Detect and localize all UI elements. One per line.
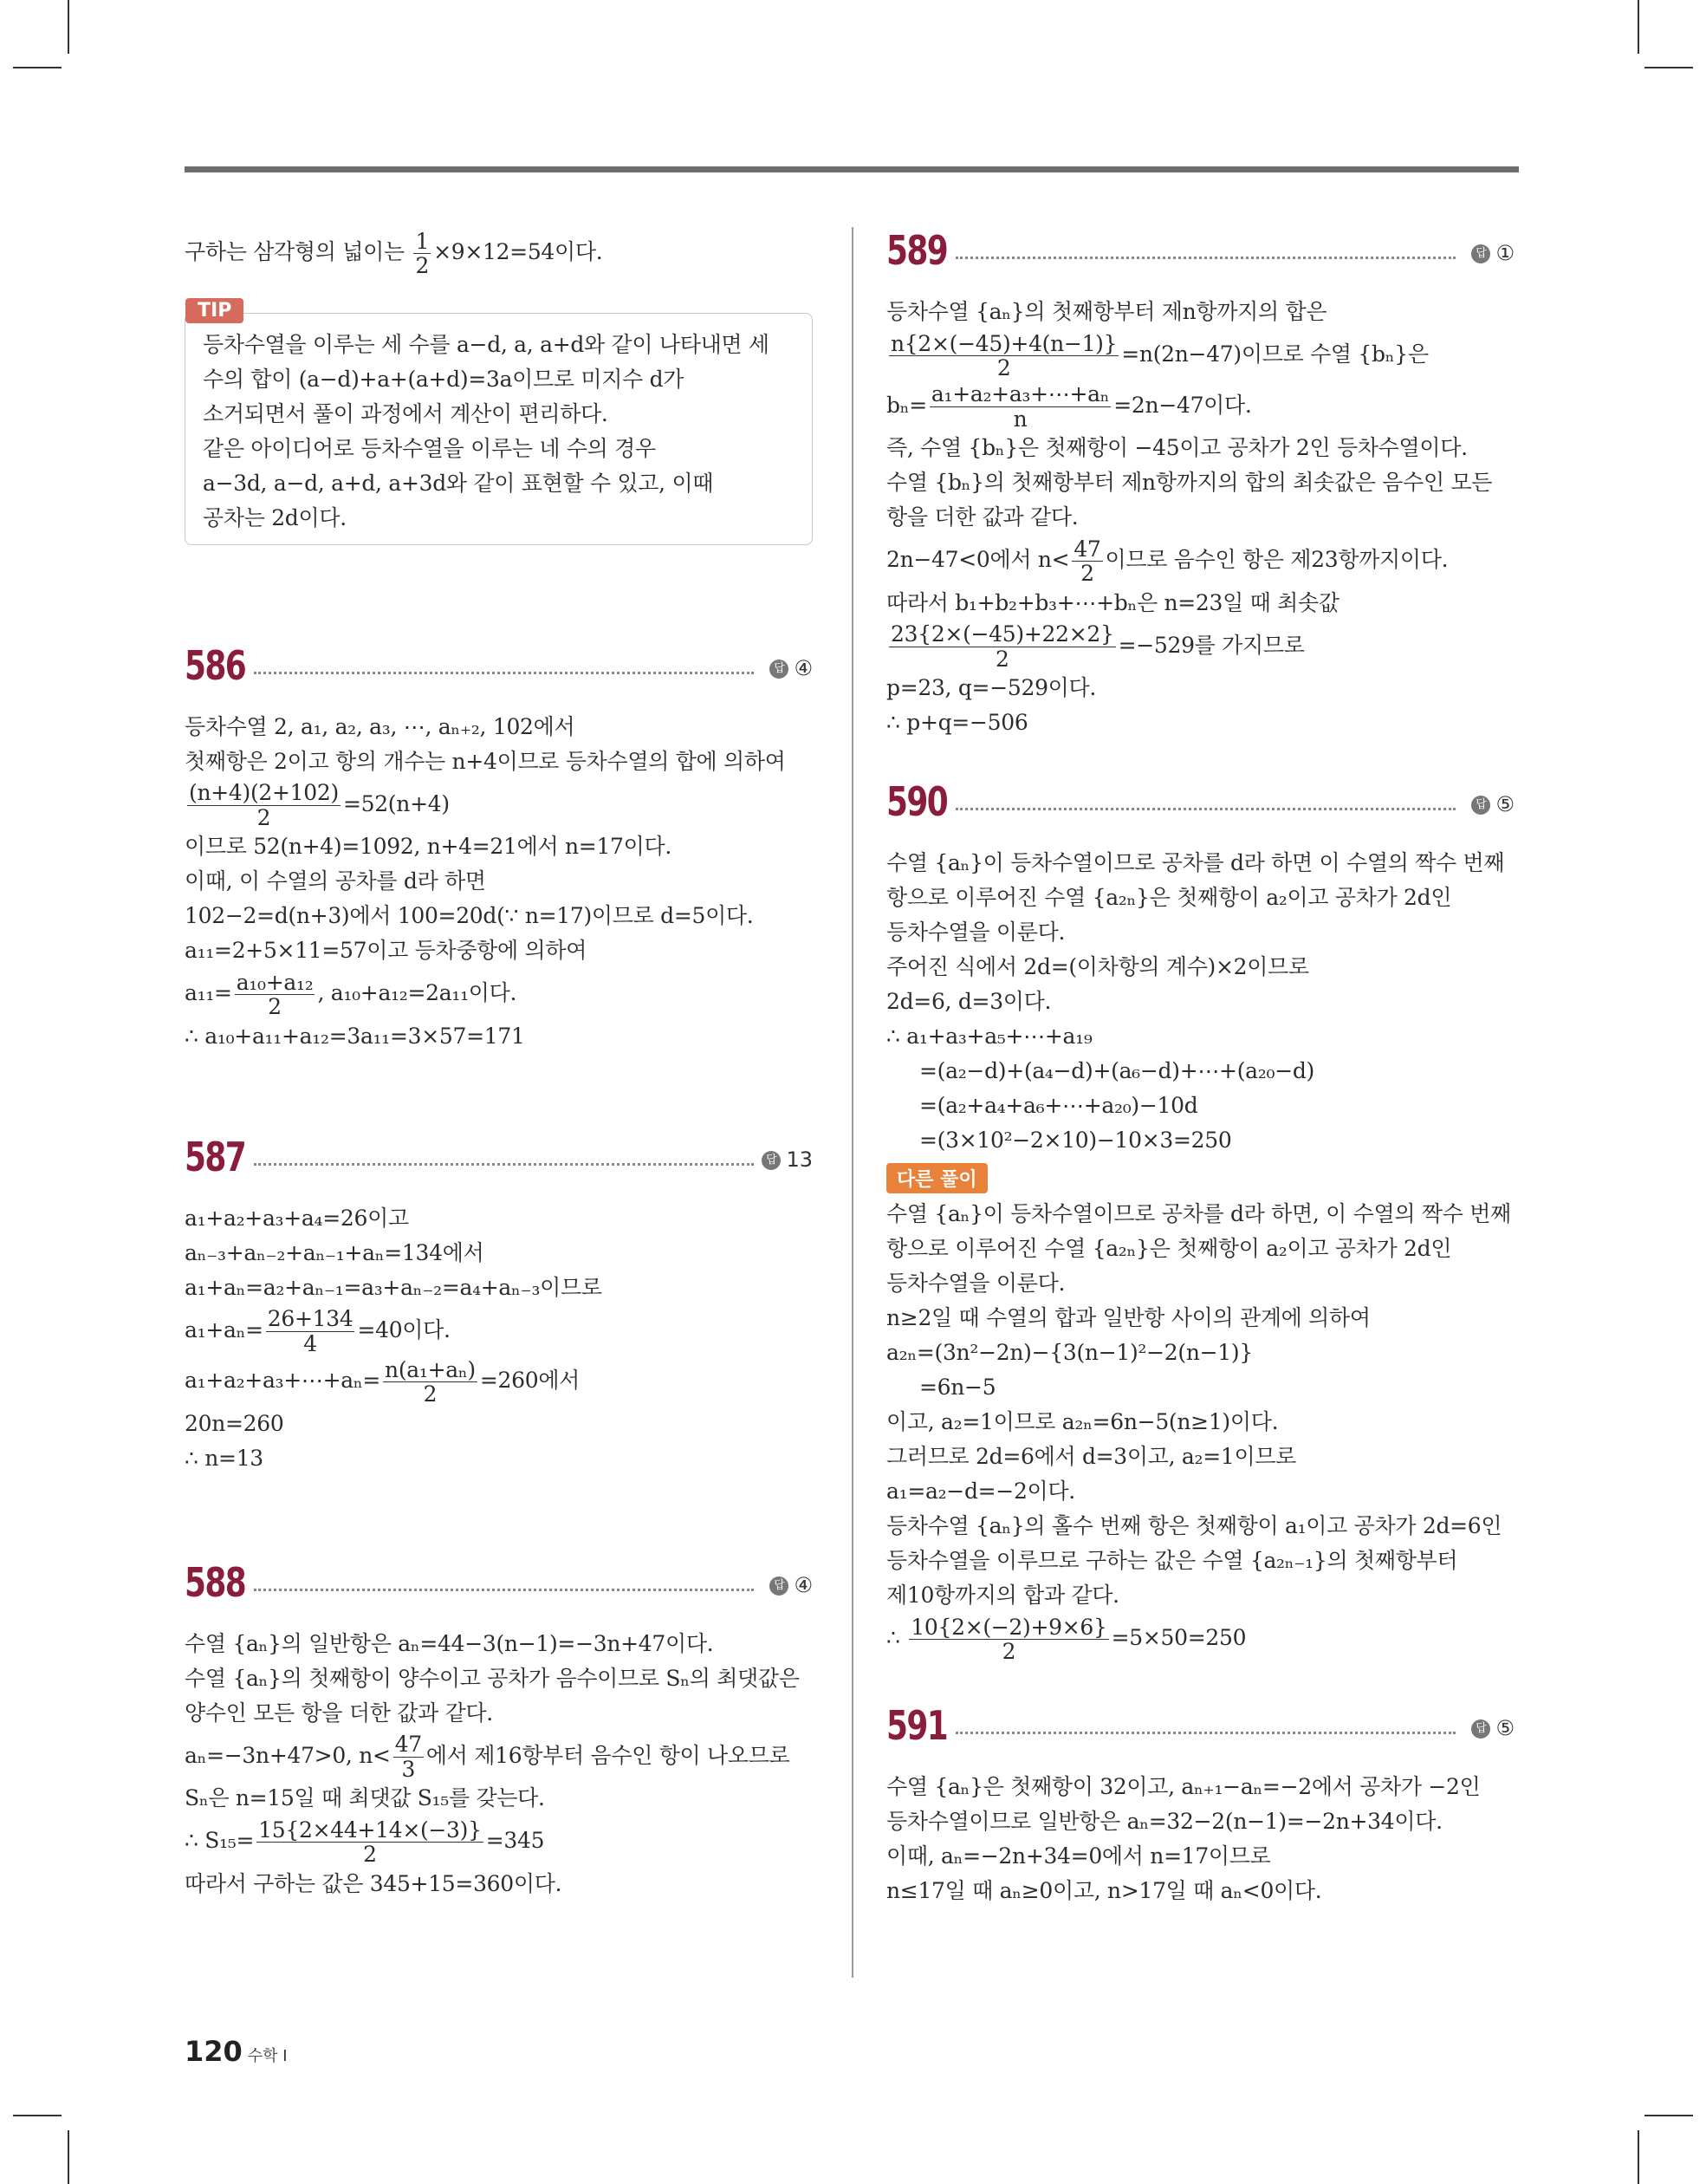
problem-number: 586 bbox=[185, 641, 246, 689]
answer-marker: 답 ⑤ bbox=[1471, 792, 1515, 816]
problem-header-588 bbox=[185, 1559, 813, 1615]
problem-header-589 bbox=[886, 227, 1515, 283]
answer-marker: 답 ④ bbox=[769, 656, 813, 680]
crop-mark bbox=[1638, 2130, 1639, 2184]
solution-line: 항으로 이루어진 수열 {a₂ₙ}은 첫째항이 a₂이고 공차가 2d인 bbox=[886, 885, 1452, 910]
problem-number: 591 bbox=[886, 1701, 948, 1749]
page-number: 120 bbox=[185, 2035, 243, 2068]
problem-header-586 bbox=[185, 642, 813, 698]
right-column bbox=[886, 227, 1515, 1908]
solution-line: 등차수열 {aₙ}의 홀수 번째 항은 첫째항이 a₁이고 공차가 2d=6인 bbox=[886, 1513, 1502, 1538]
solution-fraction-line: $\frac{(n+4)(2+102)}{2}$ =52(n+4) bbox=[189, 780, 450, 830]
solution-line: a₁=a₂−d=−2이다. bbox=[886, 1479, 1075, 1504]
dotted-leader bbox=[956, 257, 1456, 259]
answer-icon: 답 bbox=[1471, 1719, 1490, 1739]
solution-line: p=23, q=−529이다. bbox=[886, 675, 1097, 700]
answer-icon: 답 bbox=[1471, 796, 1490, 815]
crop-mark bbox=[13, 2115, 62, 2116]
problem-header-590 bbox=[886, 778, 1515, 834]
solution-line: 즉, 수열 {bₙ}은 첫째항이 −45이고 공차가 2인 등차수열이다. bbox=[886, 435, 1468, 460]
answer-marker: 답 ④ bbox=[769, 1573, 813, 1597]
solution-line: 102−2=d(n+3)에서 100=20d(∵ n=17)이므로 d=5이다. bbox=[185, 903, 754, 928]
solution-line: =(3×10²−2×10)−10×3=250 bbox=[919, 1128, 1232, 1153]
dotted-leader bbox=[254, 1163, 754, 1166]
answer-marker: 답 13 bbox=[762, 1147, 813, 1172]
alt-solution-label: 다른 풀이 bbox=[886, 1163, 988, 1193]
solution-line: a₁+a₂+a₃+a₄=26이고 bbox=[185, 1205, 409, 1231]
solution-line: 등차수열이므로 일반항은 aₙ=32−2(n−1)=−2n+34이다. bbox=[886, 1808, 1443, 1834]
solution-fraction-line: a₁+a₂+a₃+⋯+aₙ= $\frac{\text{n(a₁+aₙ)}}{2}$ =260에서 bbox=[185, 1356, 581, 1407]
solution-line: 따라서 구하는 값은 345+15=360이다. bbox=[185, 1870, 562, 1896]
problem-header-591 bbox=[886, 1702, 1515, 1758]
solution-line: 양수인 모든 항을 더한 값과 같다. bbox=[185, 1700, 493, 1726]
solution-line: 항을 더한 값과 같다. bbox=[886, 504, 1079, 530]
tip-box bbox=[185, 299, 813, 545]
solution-line: a₁₁=2+5×11=57이고 등차중항에 의하여 bbox=[185, 938, 587, 963]
column-divider bbox=[852, 227, 853, 1978]
tip-line: 소거되면서 풀이 과정에서 계산이 편리하다. bbox=[203, 400, 608, 426]
solution-fraction-line: $\frac{23\{2\times(-45)+22\times 2\}}{2}$ =−529를 가지므로 bbox=[891, 621, 1305, 672]
solution-line: 주어진 식에서 2d=(이차항의 계수)×2이므로 bbox=[886, 954, 1309, 979]
solution-line: 등차수열을 이룬다. bbox=[886, 920, 1066, 945]
solution-line: aₙ₋₃+aₙ₋₂+aₙ₋₁+aₙ=134에서 bbox=[185, 1239, 484, 1265]
problem-header-587 bbox=[185, 1134, 813, 1189]
solution-line: ∴ n=13 bbox=[185, 1445, 263, 1471]
solution-line: 20n=260 bbox=[185, 1410, 284, 1436]
solution-line: 항으로 이루어진 수열 {a₂ₙ}은 첫째항이 a₂이고 공차가 2d인 bbox=[886, 1236, 1452, 1261]
solution-line: n≥2일 때 수열의 합과 일반항 사이의 관계에 의하여 bbox=[886, 1305, 1371, 1330]
answer-icon: 답 bbox=[1471, 244, 1490, 263]
answer-marker: 답 ⑤ bbox=[1471, 1716, 1515, 1740]
solution-line: 이때, 이 수열의 공차를 d라 하면 bbox=[185, 868, 486, 894]
crop-mark bbox=[1644, 2115, 1693, 2116]
solution-fraction-line: ∴ S₁₅= $\frac{15\{2\times 44+14\times(-3)\}}{2}$ =345 bbox=[185, 1817, 545, 1867]
solution-fraction-line: aₙ=−3n+47>0, n< $\frac{47}{3}$ 에서 제16항부터 음수인 항이 나오므로 bbox=[185, 1732, 790, 1782]
tip-line: 수의 합이 (a−d)+a+(a+d)=3a이므로 미지수 d가 bbox=[203, 366, 684, 392]
answer-icon: 답 bbox=[769, 1576, 788, 1596]
dotted-leader bbox=[956, 1732, 1456, 1734]
solution-line: Sₙ은 n=15일 때 최댓값 S₁₅를 갖는다. bbox=[185, 1785, 545, 1810]
answer-marker: 답 ① bbox=[1471, 241, 1515, 265]
tip-line: 같은 아이디어로 등차수열을 이루는 네 수의 경우 bbox=[203, 435, 656, 461]
solution-line: 2d=6, d=3이다. bbox=[886, 989, 1052, 1014]
problem-number: 587 bbox=[185, 1133, 246, 1180]
solution-line: 이므로 52(n+4)=1092, n+4=21에서 n=17이다. bbox=[185, 834, 672, 859]
solution-line: n≤17일 때 aₙ≥0이고, n>17일 때 aₙ<0이다. bbox=[886, 1877, 1322, 1903]
solution-line: 제10항까지의 합과 같다. bbox=[886, 1583, 1119, 1608]
solution-line: 등차수열 {aₙ}의 첫째항부터 제n항까지의 합은 bbox=[886, 299, 1327, 324]
header-rule bbox=[185, 166, 1519, 172]
tip-line: 등차수열을 이루는 세 수를 a−d, a, a+d와 같이 나타내면 세 bbox=[203, 331, 769, 357]
crop-mark bbox=[13, 67, 62, 68]
crop-mark bbox=[1638, 0, 1639, 54]
solution-line: 따라서 b₁+b₂+b₃+⋯+bₙ은 n=23일 때 최솟값 bbox=[886, 589, 1340, 615]
solution-line: 수열 {aₙ}의 일반항은 aₙ=44−3(n−1)=−3n+47이다. bbox=[185, 1630, 714, 1656]
solution-fraction-line: a₁₁= $\frac{\text{a₁₀+a₁₂}}{2}$ , a₁₀+a₁₂=2a₁₁이다. bbox=[185, 969, 517, 1019]
solution-line: 수열 {aₙ}은 첫째항이 32이고, aₙ₊₁−aₙ=−2에서 공차가 −2인 bbox=[886, 1773, 1481, 1799]
solution-line: ∴ a₁₀+a₁₁+a₁₂=3a₁₁=3×57=171 bbox=[185, 1023, 525, 1049]
crop-mark bbox=[68, 2130, 69, 2184]
solution-line: 첫째항은 2이고 항의 개수는 n+4이므로 등차수열의 합에 의하여 bbox=[185, 748, 786, 774]
dotted-leader bbox=[254, 1589, 754, 1591]
solution-fraction-line: 2n−47<0에서 n< $\frac{47}{2}$ 이므로 음수인 항은 제23항까지이다. bbox=[886, 536, 1449, 586]
solution-line: ∴ a₁+a₃+a₅+⋯+a₁₉ bbox=[886, 1024, 1093, 1049]
solution-line: 수열 {aₙ}이 등차수열이므로 공차를 d라 하면, 이 수열의 짝수 번째 bbox=[886, 1201, 1511, 1226]
answer-icon: 답 bbox=[769, 660, 788, 679]
solution-line: =(a₂−d)+(a₄−d)+(a₆−d)+⋯+(a₂₀−d) bbox=[919, 1058, 1314, 1083]
solution-line: 이고, a₂=1이므로 a₂ₙ=6n−5(n≥1)이다. bbox=[886, 1409, 1279, 1434]
solution-line: 등차수열을 이룬다. bbox=[886, 1271, 1066, 1296]
solution-line: 그러므로 2d=6에서 d=3이고, a₂=1이므로 bbox=[886, 1444, 1297, 1469]
solution-line: 이때, aₙ=−2n+34=0에서 n=17이므로 bbox=[886, 1843, 1271, 1869]
problem-number: 589 bbox=[886, 227, 948, 274]
solution-fraction-line: bₙ= $\frac{\text{a₁+a₂+a₃+⋯+aₙ}}{n}$ =2n−47이다. bbox=[886, 381, 1252, 432]
intro-line: 구하는 삼각형의 넓이는 $\frac{1}{2}$ ×9×12=54이다. bbox=[185, 228, 603, 278]
fraction: $\frac{1}{2}$ bbox=[415, 228, 430, 278]
problem-number: 588 bbox=[185, 1558, 246, 1606]
dotted-leader bbox=[254, 672, 754, 674]
solution-line: 등차수열 2, a₁, a₂, a₃, ⋯, aₙ₊₂, 102에서 bbox=[185, 713, 575, 739]
dotted-leader bbox=[956, 808, 1456, 810]
solution-line: =(a₂+a₄+a₆+⋯+a₂₀)−10d bbox=[919, 1093, 1198, 1118]
tip-line: a−3d, a−d, a+d, a+3d와 같이 표현할 수 있고, 이때 bbox=[203, 470, 714, 496]
solution-line: =6n−5 bbox=[919, 1375, 996, 1400]
crop-mark bbox=[68, 0, 69, 54]
left-column bbox=[185, 227, 813, 1901]
book-title: 수학 I bbox=[247, 2047, 288, 2065]
solution-fraction-line: a₁+aₙ= $\frac{26+134}{4}$ =40이다. bbox=[185, 1306, 451, 1356]
tip-line: 공차는 2d이다. bbox=[203, 504, 347, 530]
solution-fraction-line: ∴ $\frac{10\{2\times(-2)+9\times 6\}}{2}$ =5×50=250 bbox=[886, 1614, 1247, 1664]
page-footer bbox=[185, 2035, 288, 2068]
solution-line: 수열 {aₙ}이 등차수열이므로 공차를 d라 하면 이 수열의 짝수 번째 bbox=[886, 850, 1505, 875]
solution-line: 수열 {aₙ}의 첫째항이 양수이고 공차가 음수이므로 Sₙ의 최댓값은 bbox=[185, 1665, 800, 1691]
crop-mark bbox=[1644, 67, 1693, 68]
solution-line: a₂ₙ=(3n²−2n)−{3(n−1)²−2(n−1)} bbox=[886, 1340, 1253, 1365]
solution-line: 수열 {bₙ}의 첫째항부터 제n항까지의 합의 최솟값은 음수인 모든 bbox=[886, 470, 1493, 495]
tip-label: TIP bbox=[185, 298, 243, 323]
solution-line: ∴ p+q=−506 bbox=[886, 710, 1028, 735]
problem-number: 590 bbox=[886, 778, 948, 825]
answer-icon: 답 bbox=[762, 1151, 781, 1170]
solution-fraction-line: $\frac{n\{2\times(-45)+4(n-1)\}}{2}$ =n(2n−47)이므로 수열 {bₙ}은 bbox=[891, 330, 1429, 380]
solution-line: 등차수열을 이루므로 구하는 값은 수열 {a₂ₙ₋₁}의 첫째항부터 bbox=[886, 1548, 1458, 1573]
solution-line: a₁+aₙ=a₂+aₙ₋₁=a₃+aₙ₋₂=a₄+aₙ₋₃이므로 bbox=[185, 1274, 602, 1300]
